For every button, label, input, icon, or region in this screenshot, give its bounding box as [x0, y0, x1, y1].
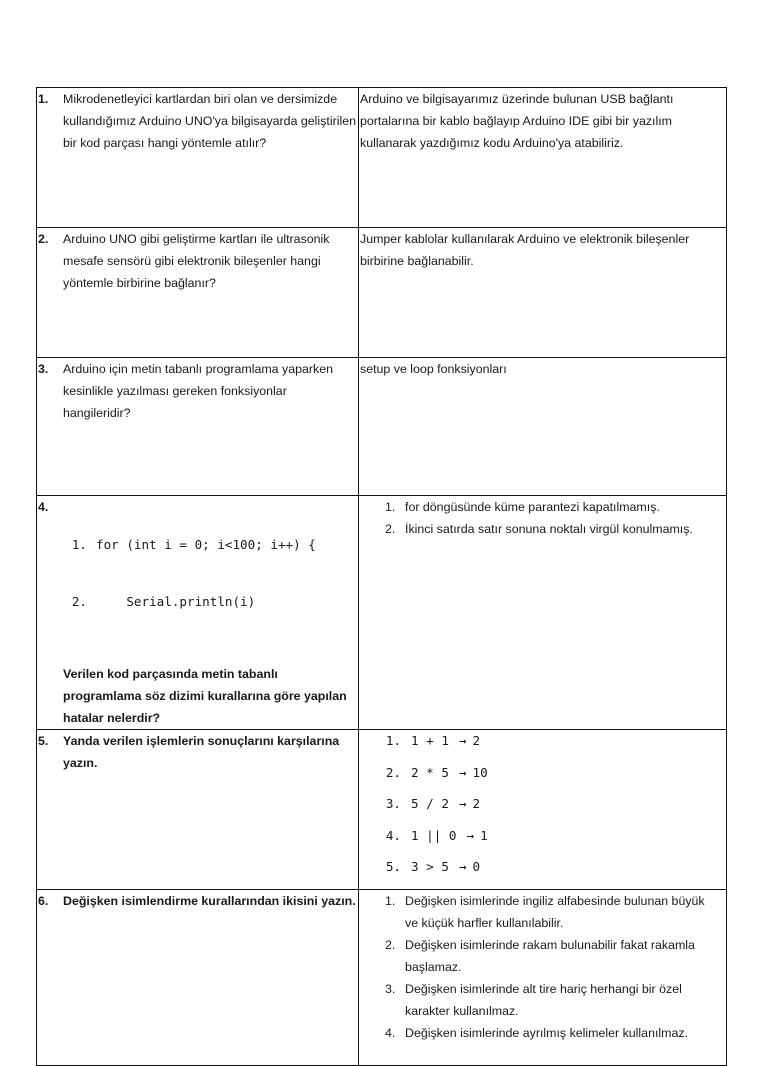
code-line: [63, 592, 356, 611]
arrow-icon: →: [458, 859, 467, 875]
list-item: [359, 518, 726, 540]
arrow-icon: →: [466, 827, 475, 843]
operation-expression: 1 || 0: [411, 827, 457, 843]
list-item-number: 3.: [385, 982, 396, 996]
table-row: [37, 496, 727, 730]
code-line-text: Serial.println(i): [96, 594, 256, 609]
table-row: [37, 730, 727, 890]
question-cell: [37, 730, 359, 890]
operation-expression: 5 / 2: [411, 796, 449, 812]
answer-cell: [359, 228, 727, 358]
list-item-number: 3.: [385, 796, 401, 812]
table-row: [37, 890, 727, 1066]
question-text: Arduino için metin tabanlı programlama yaparken kesinlikle yazılması gereken fonksiyonlar hangileridir?: [63, 362, 333, 420]
answer-list: [359, 496, 726, 540]
operation-result: 10: [472, 764, 488, 780]
list-item-number: 1.: [385, 894, 396, 908]
list-item-text: Değişken isimlerinde ayrılmış kelimeler kullanılmaz.: [405, 1026, 689, 1040]
operation-expression: 3 > 5: [411, 859, 449, 875]
list-item-number: 2.: [385, 522, 396, 536]
question-number: 4.: [38, 500, 49, 514]
list-item-text: İkinci satırda satır sonuna noktalı virgül konulmamış.: [405, 522, 693, 536]
question-cell: [37, 496, 359, 730]
answer-text: Jumper kablolar kullanılarak Arduino ve elektronik bileşenler birbirine bağlanabilir.: [360, 232, 690, 268]
table-row: [37, 228, 727, 358]
list-item: [359, 978, 726, 1022]
question-text: Verilen kod parçasında metin tabanlı programlama söz dizimi kurallarına göre yapılan hatalar nelerdir?: [63, 667, 347, 725]
list-item-text: for döngüsünde küme parantezi kapatılmamış.: [405, 500, 660, 514]
question-cell: [37, 358, 359, 496]
answer-list: [359, 890, 726, 1044]
code-line-number: 1.: [71, 537, 87, 552]
list-item: [359, 826, 726, 845]
list-item-text: Değişken isimlerinde ingiliz alfabesinde bulunan büyük ve küçük harfler kullanılabilir.: [405, 894, 705, 930]
list-item: [359, 763, 726, 782]
question-cell: [37, 88, 359, 228]
code-line-text: for (int i = 0; i<100; i++) {: [96, 537, 316, 552]
question-number: 1.: [38, 92, 49, 106]
code-snippet: [63, 496, 356, 649]
operation-result: 2: [472, 733, 481, 748]
answer-text: setup ve loop fonksiyonları: [360, 362, 507, 376]
list-item-number: 1.: [385, 500, 396, 514]
operation-result: 0: [472, 859, 481, 875]
question-number: 3.: [38, 362, 49, 376]
operation-expression: 2 * 5: [411, 764, 449, 780]
operation-expression: 1 + 1: [411, 733, 449, 748]
operation-result: 1: [480, 827, 488, 843]
question-cell: [37, 890, 359, 1066]
list-item-number: 4.: [385, 827, 401, 843]
question-text: Değişken isimlendirme kurallarından ikisini yazın.: [63, 894, 356, 908]
list-item-number: 2.: [385, 764, 401, 780]
list-item-number: 5.: [385, 859, 401, 875]
question-text: Mikrodenetleyici kartlardan biri olan ve dersimizde kullandığımız Arduino UNO'ya bilgisayarda geliştirilen bir kod parçası hangi yöntemle atılır?: [63, 92, 356, 150]
arrow-icon: →: [458, 733, 467, 748]
answer-text: Arduino ve bilgisayarımız üzerinde bulunan USB bağlantı portalarına bir kablo bağlayıp Arduino IDE gibi bir yazılım kullanarak yazdığımız kodu Arduino'ya atabiliriz.: [360, 92, 674, 150]
list-item: [359, 731, 726, 750]
operation-result: 2: [472, 796, 481, 812]
table-row: [37, 88, 727, 228]
question-answer-table: [36, 87, 727, 1066]
arrow-icon: →: [458, 796, 467, 812]
answer-cell: [359, 730, 727, 890]
list-item-number: 1.: [385, 733, 401, 748]
question-cell: [37, 228, 359, 358]
question-number: 6.: [38, 894, 49, 908]
code-line: [63, 535, 356, 554]
list-item: [359, 890, 726, 934]
list-item-text: Değişken isimlerinde rakam bulunabilir fakat rakamla başlamaz.: [405, 938, 695, 974]
question-text: Arduino UNO gibi geliştirme kartları ile ultrasonik mesafe sensörü gibi elektronik bileşenler hangi yöntemle birbirine bağlanır?: [63, 232, 330, 290]
list-item-number: 2.: [385, 938, 396, 952]
list-item: [359, 1022, 726, 1044]
list-item: [359, 934, 726, 978]
answer-cell: [359, 496, 727, 730]
code-line-number: 2.: [71, 594, 87, 609]
table-row: [37, 358, 727, 496]
question-number: 2.: [38, 232, 49, 246]
answer-cell: [359, 890, 727, 1066]
list-item: [359, 857, 726, 876]
list-item-number: 4.: [385, 1026, 396, 1040]
question-number: 5.: [38, 734, 49, 748]
answer-cell: [359, 88, 727, 228]
operations-list: [359, 730, 726, 876]
list-item-text: Değişken isimlerinde alt tire hariç herhangi bir özel karakter kullanılmaz.: [405, 982, 682, 1018]
arrow-icon: →: [458, 764, 467, 780]
question-text: Yanda verilen işlemlerin sonuçlarını karşılarına yazın.: [63, 734, 340, 770]
list-item: [359, 496, 726, 518]
list-item: [359, 794, 726, 813]
answer-cell: [359, 358, 727, 496]
